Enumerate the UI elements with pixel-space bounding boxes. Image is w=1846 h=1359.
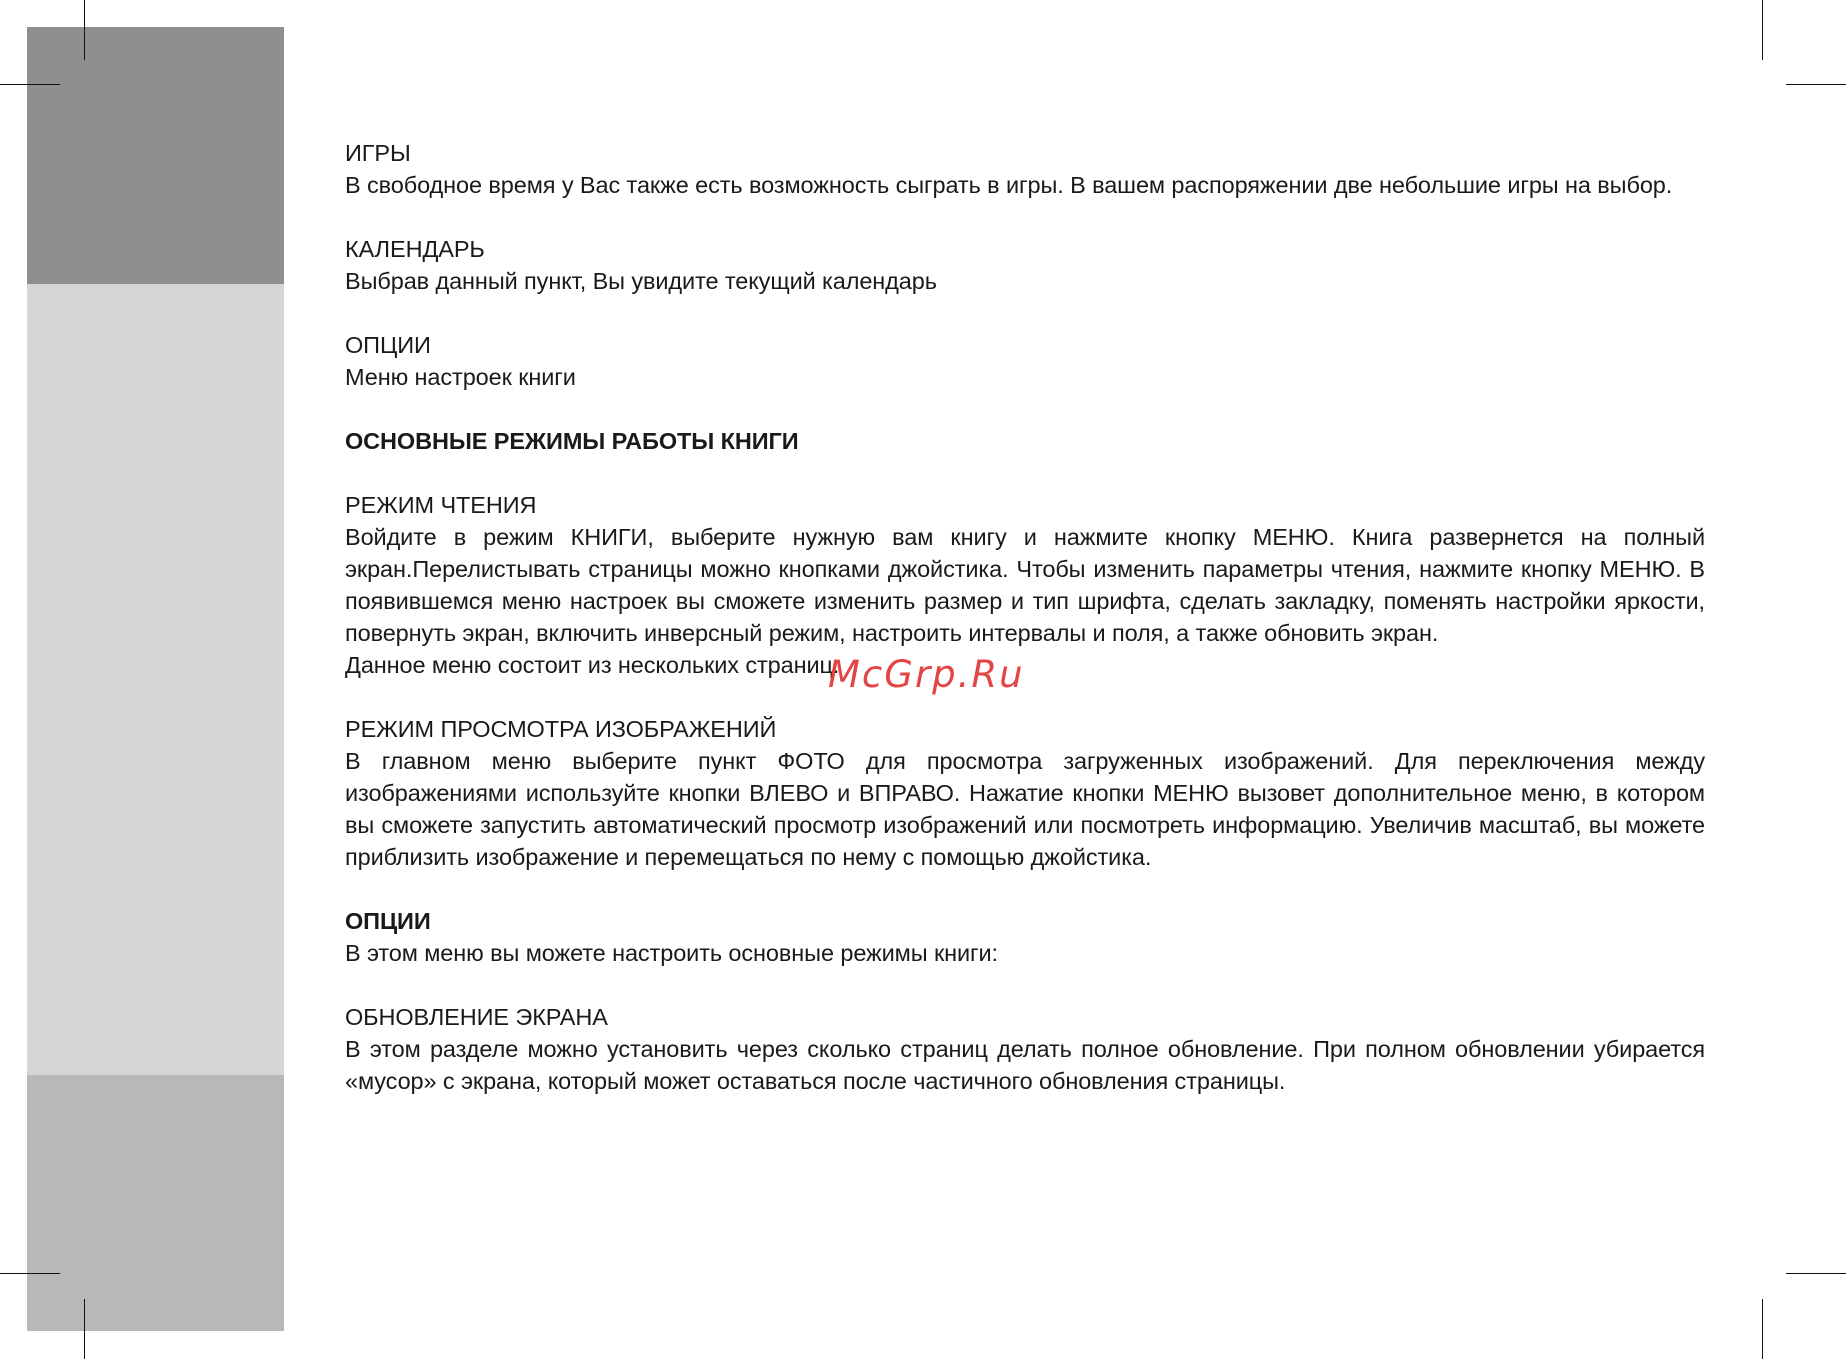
section	[345, 905, 1705, 969]
section-paragraph: Меню настроек книги	[345, 364, 576, 390]
section	[345, 713, 1705, 873]
sidebar-middle-block	[27, 284, 284, 1075]
section	[345, 233, 1705, 297]
crop-mark	[1762, 0, 1763, 60]
section-heading: РЕЖИМ ЧТЕНИЯ	[345, 492, 537, 518]
section-heading: ОПЦИИ	[345, 332, 431, 358]
section	[345, 329, 1705, 393]
section	[345, 425, 1705, 457]
watermark: McGrp.Ru	[828, 653, 1025, 696]
section-paragraph: В свободное время у Вас также есть возможность сыграть в игры. В вашем распоряжении две небольшие игры на выбор.	[345, 172, 1673, 198]
section	[345, 1001, 1705, 1097]
section-heading: ОБНОВЛЕНИЕ ЭКРАНА	[345, 1004, 608, 1030]
section-heading: РЕЖИМ ПРОСМОТРА ИЗОБРАЖЕНИЙ	[345, 716, 777, 742]
section-heading: ОПЦИИ	[345, 908, 431, 934]
section-paragraph: Выбрав данный пункт, Вы увидите текущий календарь	[345, 268, 937, 294]
crop-mark	[1786, 84, 1846, 85]
section-paragraph: Данное меню состоит из нескольких страниц.	[345, 652, 840, 678]
section-paragraph: Войдите в режим КНИГИ, выберите нужную вам книгу и нажмите кнопку МЕНЮ. Книга развернется на полный экран.Перелистывать страницы можно кнопками джойстика. Чтобы изменить параметры чтения, нажмите кнопку МЕНЮ. В появившемся меню настроек вы сможете изменить размер и тип шрифта, сделать закладку, поменять настройки яркости, повернуть экран, включить инверсный режим, настроить интервалы и поля, а также обновить экран.	[345, 524, 1705, 646]
section-heading: ОСНОВНЫЕ РЕЖИМЫ РАБОТЫ КНИГИ	[345, 428, 799, 454]
section	[345, 489, 1705, 681]
crop-mark	[84, 1299, 85, 1359]
section-heading: ИГРЫ	[345, 140, 411, 166]
crop-mark	[1786, 1273, 1846, 1274]
page-content	[345, 137, 1705, 1129]
section-paragraph: В этом разделе можно установить через сколько страниц делать полное обновление. При полном обновлении убирается «мусор» с экрана, который может оставаться после частичного обновления страницы.	[345, 1036, 1705, 1094]
section-paragraph: В главном меню выберите пункт ФОТО для просмотра загруженных изображений. Для переключения между изображениями используйте кнопки ВЛЕВО и ВПРАВО. Нажатие кнопки МЕНЮ вызовет дополнительное меню, в котором вы сможете запустить автоматический просмотр изображений или посмотреть информацию. Увеличив масштаб, вы можете приблизить изображение и перемещаться по нему с помощью джойстика.	[345, 748, 1705, 870]
section	[345, 137, 1705, 201]
sidebar-top-block	[27, 27, 284, 284]
crop-mark	[1762, 1299, 1763, 1359]
section-paragraph: В этом меню вы можете настроить основные режимы книги:	[345, 940, 998, 966]
section-heading: КАЛЕНДАРЬ	[345, 236, 485, 262]
crop-mark	[0, 84, 60, 85]
crop-mark	[0, 1273, 60, 1274]
sidebar-bottom-block	[27, 1075, 284, 1331]
crop-mark	[84, 0, 85, 60]
